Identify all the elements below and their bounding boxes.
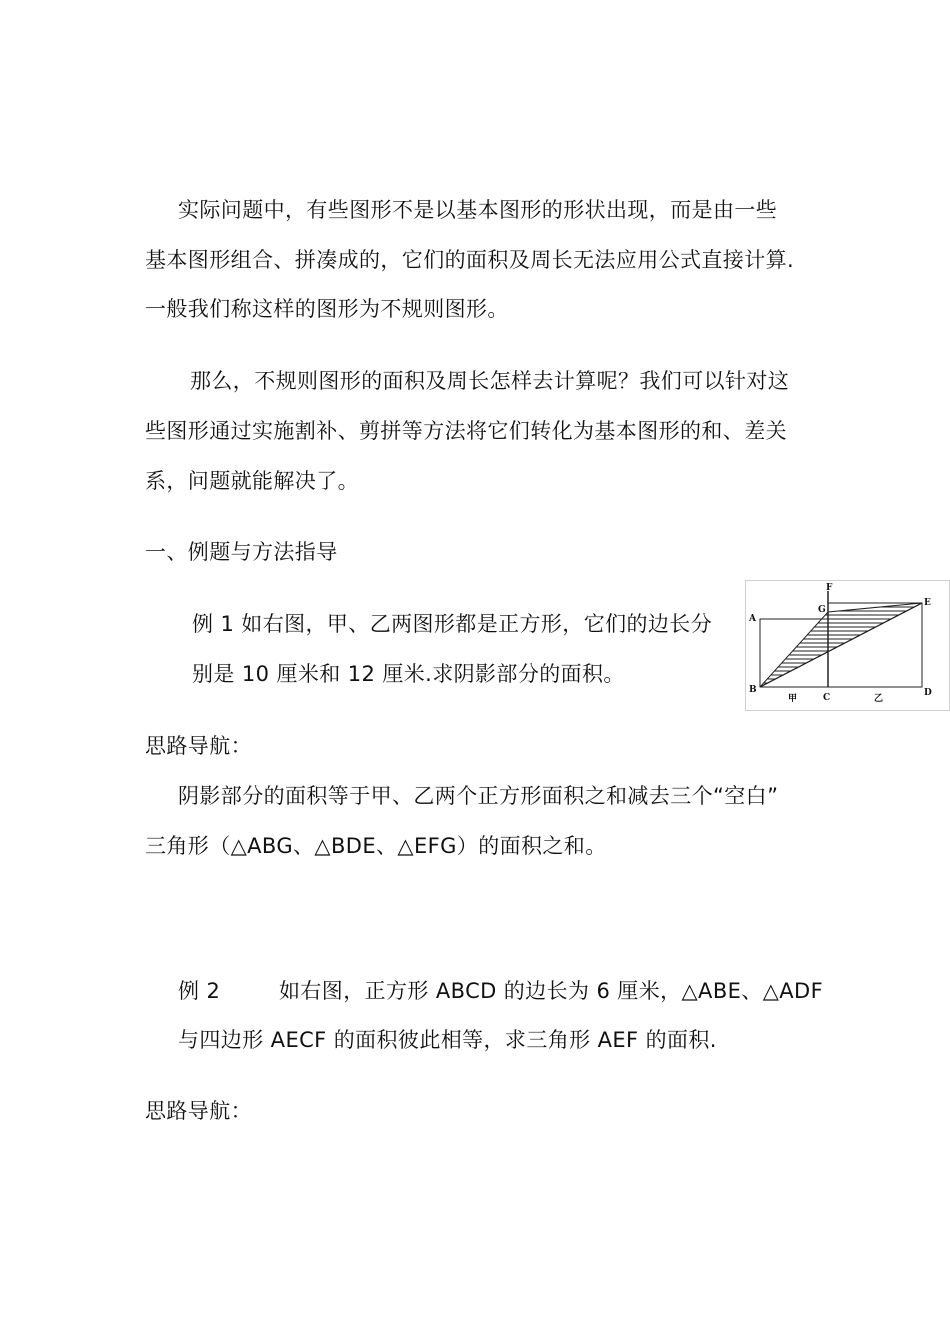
example1-guide-line1: 阴影部分的面积等于甲、乙两个正方形面积之和减去三个“空白” <box>178 784 779 808</box>
section-heading: 一、例题与方法指导 <box>145 540 338 564</box>
squares-diagram <box>746 581 949 710</box>
label-D: D <box>924 688 932 698</box>
label-C: C <box>823 693 831 703</box>
intro-p2-line1: 那么，不规则图形的面积及周长怎样去计算呢？我们可以针对这 <box>190 369 790 393</box>
example2-guide-heading: 思路导航： <box>145 1099 252 1123</box>
intro-p2-line2: 些图形通过实施割补、剪拼等方法将它们转化为基本图形的和、差关 <box>145 419 787 443</box>
intro-p1-line3: 一般我们称这样的图形为不规则图形。 <box>145 297 509 321</box>
example1-line1: 例 1 如右图，甲、乙两图形都是正方形，它们的边长分 <box>192 612 713 636</box>
intro-p1-line1: 实际问题中，有些图形不是以基本图形的形状出现，而是由一些 <box>178 198 778 222</box>
example1-guide-line2: 三角形（△ABG、△BDE、△EFG）的面积之和。 <box>145 834 607 858</box>
example2-label: 例 2 <box>178 979 221 1003</box>
label-A: A <box>749 614 756 624</box>
label-F: F <box>826 583 833 593</box>
example1-line2: 别是 10 厘米和 12 厘米.求阴影部分的面积。 <box>192 662 625 686</box>
example1-figure <box>745 580 950 711</box>
label-G: G <box>818 605 826 615</box>
intro-p2-line3: 系，问题就能解决了。 <box>145 469 359 493</box>
label-E: E <box>924 598 931 608</box>
label-yi: 乙 <box>874 694 884 704</box>
example1-guide-heading: 思路导航： <box>145 734 252 758</box>
example2-line2: 与四边形 AECF 的面积彼此相等，求三角形 AEF 的面积. <box>178 1028 717 1052</box>
intro-p1-line2: 基本图形组合、拼凑成的，它们的面积及周长无法应用公式直接计算. <box>145 248 795 272</box>
example2-line1: 如右图，正方形 ABCD 的边长为 6 厘米，△ABE、△ADF <box>279 979 824 1003</box>
label-jia: 甲 <box>788 694 798 704</box>
label-B: B <box>749 685 757 695</box>
